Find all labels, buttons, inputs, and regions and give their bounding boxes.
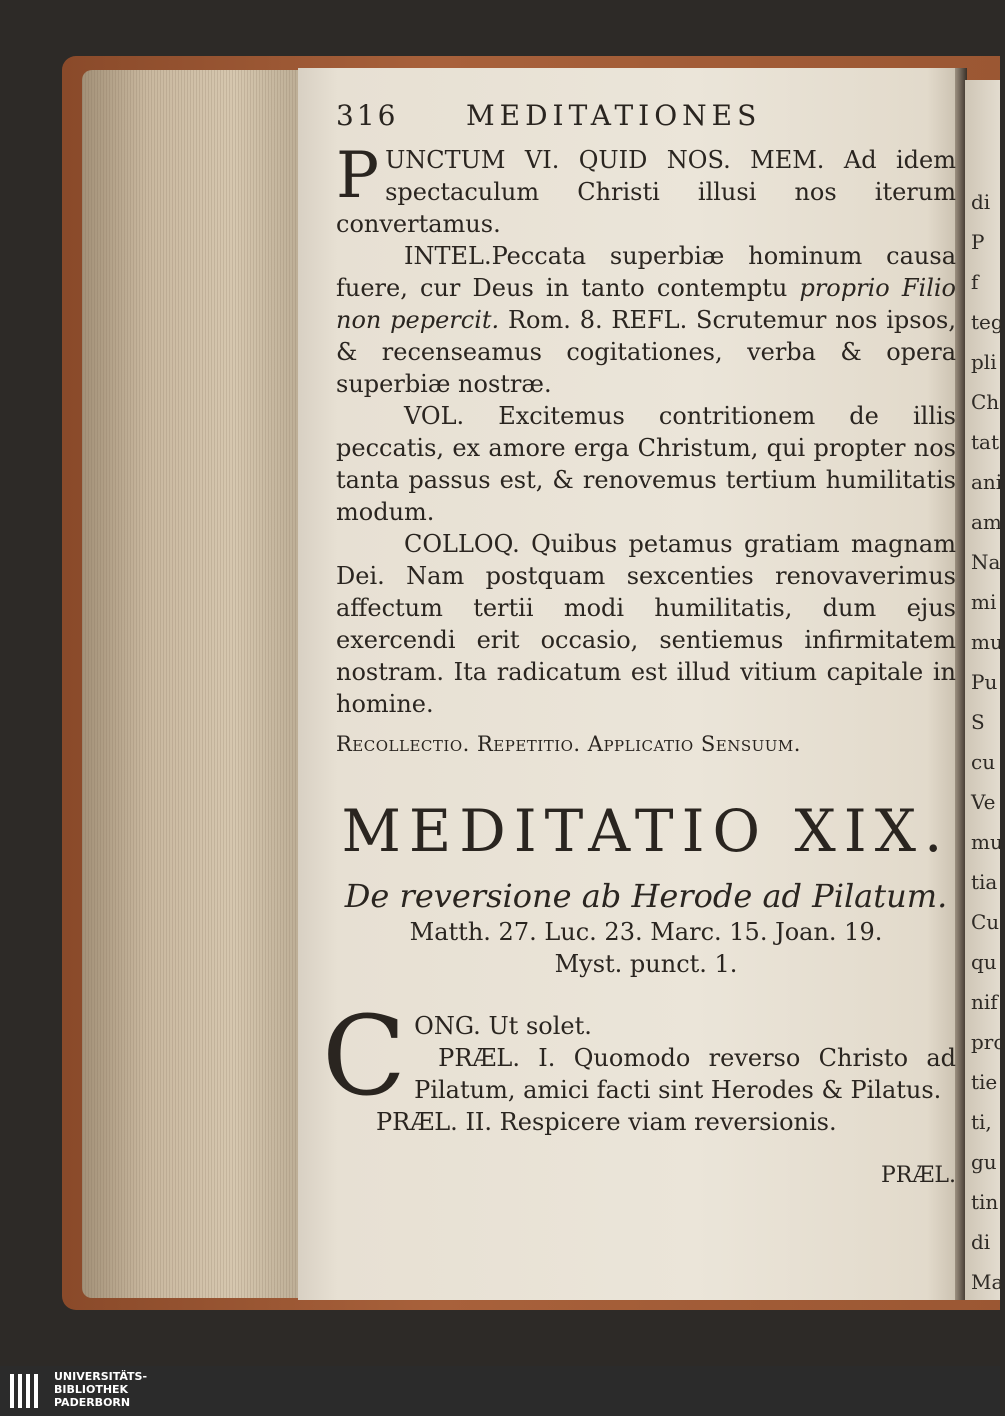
facing-page-fragment-text: Ma	[971, 1270, 1004, 1294]
library-name-line-1: UNIVERSITÄTS-	[54, 1370, 148, 1383]
facing-page-fragment-text: ani	[971, 470, 1003, 494]
prael2-paragraph	[336, 1106, 956, 1138]
facing-page-fragment-text: di	[971, 190, 991, 214]
intel-label: INTEL.	[404, 242, 492, 270]
punctum-paragraph	[336, 139, 956, 240]
colloq-text: Quibus petamus gratiam magnam Dei. Nam postquam sexcenties renovaverimus affectum tertii modi humilitatis, dum ejus exercendi erit occasio, sentiemus infirmitatem nostram. Ita radicatum est illud vitium capitale in homine.	[336, 530, 956, 718]
refl-label: REFL.	[611, 306, 688, 334]
facing-page-fragment-text: mi	[971, 590, 997, 614]
vol-label: VOL.	[404, 402, 465, 430]
page-text	[322, 99, 957, 1192]
facing-page-fragment-text: P	[971, 230, 985, 254]
colloq-label: COLLOQ.	[404, 530, 520, 558]
cong-label: ONG.	[414, 1012, 481, 1040]
facing-page-fragment-text: pli	[971, 350, 997, 374]
running-title: MEDITATIONES	[466, 99, 762, 132]
facing-page-fragment-text: am	[971, 510, 1002, 534]
drop-cap-p: P	[336, 139, 380, 213]
facing-page-fragment-text: di	[971, 1230, 991, 1254]
punctum-text: Ad idem spectaculum Christi illusi nos iterum convertamus.	[336, 146, 956, 238]
facing-page-fragment-text: f	[971, 270, 979, 294]
facing-page-fragment-text: Ve	[971, 790, 996, 814]
prael1-text: Quomodo reverso Christo ad Pilatum, amici facti sint Herodes & Pilatus.	[414, 1044, 957, 1104]
facing-page-fragment-text: Na	[971, 550, 1001, 574]
meditation-subtitle: De reversione ab Herode ad Pilatum.	[344, 877, 948, 915]
library-footer	[0, 1366, 1000, 1416]
vol-paragraph	[336, 400, 956, 528]
library-logo-icon	[8, 1372, 46, 1410]
facing-page-fragment-text: tat	[971, 430, 999, 454]
prael1-paragraph	[336, 1042, 956, 1106]
facing-page-fragment-text: S	[971, 710, 985, 734]
cong-text: Ut solet.	[488, 1012, 592, 1040]
page-number: 316	[336, 99, 399, 132]
scripture-refs: Matth. 27. Luc. 23. Marc. 15. Joan. 19.	[409, 918, 883, 946]
facing-page-fragment-text: Pu	[971, 670, 998, 694]
intel-text-3: Scrutemur nos ipsos, & recenseamus cogitationes, verba & opera superbiæ nostræ.	[336, 306, 956, 398]
library-name-line-3: PADERBORN	[54, 1396, 131, 1409]
prael2-text: Respicere viam reversionis.	[499, 1108, 837, 1136]
mystery-ref: Myst. punct. 1.	[554, 950, 738, 978]
facing-page-fragment-text: tie	[971, 1070, 998, 1094]
facing-page-fragment-text: gu	[971, 1150, 997, 1174]
prael1-label: PRÆL. I.	[438, 1044, 556, 1072]
facing-page-fragment-text: tia	[971, 870, 998, 894]
facing-page-fragment-text: teg	[971, 310, 1004, 334]
intel-text-1: Peccata superbiæ hominum causa fuere, cur Deus in tanto contemptu	[336, 242, 956, 302]
facing-page-fragment-text: Ch	[971, 390, 1000, 414]
facing-page-fragment	[965, 80, 1005, 1300]
library-name	[54, 1370, 147, 1409]
facing-page-fragment-text: pro	[971, 1030, 1005, 1054]
facing-page-fragment-text: cu	[971, 750, 996, 774]
library-name-line-2: BIBLIOTHEK	[54, 1383, 129, 1396]
intel-text-2: Rom. 8.	[499, 306, 612, 334]
facing-page-fragment-text: nif	[971, 990, 998, 1014]
running-header	[336, 100, 956, 144]
punctum-head: UNCTUM VI. QUID NOS. MEM.	[385, 146, 825, 174]
colloq-paragraph	[336, 528, 956, 720]
facing-page-fragment-text: mu	[971, 830, 1003, 854]
facing-page-fragment-text: ti,	[971, 1110, 992, 1134]
facing-page-fragment-text: mu	[971, 630, 1003, 654]
prelude-block	[322, 992, 957, 1138]
facing-page-fragment-text: tin	[971, 1190, 999, 1214]
recap-line: Recollectio. Repetitio. Applicatio Sensuum.	[336, 732, 801, 756]
intel-paragraph	[336, 240, 956, 400]
cong-line	[336, 1010, 956, 1042]
facing-page-fragment-text: qu	[971, 950, 997, 974]
intel-italic: proprio Filio non pepercit.	[336, 274, 956, 334]
prael2-label: PRÆL. II.	[376, 1108, 493, 1136]
page-edges	[82, 70, 300, 1298]
vol-text: Excitemus contritionem de illis peccatis, ex amore erga Christum, qui propter nos tanta passus est, & renovemus tertium humilitatis modum.	[336, 402, 956, 526]
facing-page-fragment-text: Cu	[971, 910, 1000, 934]
catchword: PRÆL.	[881, 1163, 956, 1188]
drop-cap-c: C	[322, 992, 407, 1120]
meditation-title: MEDITATIO XIX.	[341, 797, 951, 865]
